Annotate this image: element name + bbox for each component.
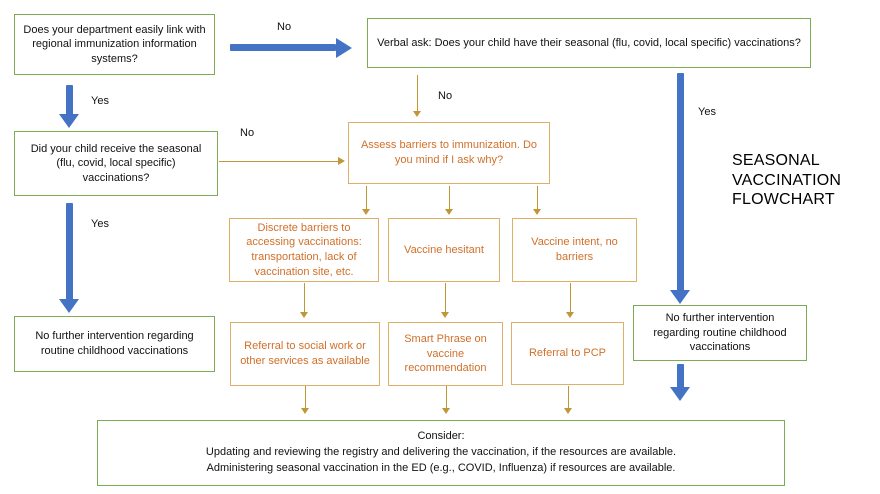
node-discrete-barriers <box>229 218 379 282</box>
node-text: Verbal ask: Does your child have their seasonal (flu, covid, local specific) vaccinations? <box>377 36 801 49</box>
connector-pcp-to-consider-line <box>568 386 569 409</box>
arrow-dept-to-child-line <box>66 85 73 115</box>
node-text: Vaccine hesitant <box>404 243 484 256</box>
connector-hesitant-to-smart-head <box>441 312 449 318</box>
arrow-dept-to-verbal-head <box>336 38 352 58</box>
connector-assess-to-discrete-head <box>362 209 370 215</box>
connector-pcp-to-consider-head <box>564 408 572 414</box>
consider-line: Administering seasonal vaccination in the ED (e.g., COVID, Influenza) if resources are available. <box>206 461 676 474</box>
edge-label-no: No <box>438 90 453 102</box>
edge-label-no: No <box>277 21 292 33</box>
node-no-further-intervention-right <box>633 305 807 361</box>
edge-label-yes: Yes <box>91 95 109 107</box>
node-assess-barriers <box>348 122 550 184</box>
arrow-no-further-to-consider-head <box>670 387 690 401</box>
connector-child-to-assess-head <box>338 157 345 165</box>
node-referral-pcp <box>511 322 624 385</box>
connector-social-to-consider-head <box>301 408 309 414</box>
arrow-child-to-no-further-head <box>59 299 79 313</box>
node-verbal-ask-question <box>367 18 811 68</box>
page-title: SEASONAL VACCINATION FLOWCHART <box>732 152 842 209</box>
connector-intent-to-pcp-head <box>566 312 574 318</box>
arrow-child-to-no-further-line <box>66 203 73 300</box>
connector-verbal-to-assess-head <box>413 111 421 117</box>
connector-assess-to-discrete-line <box>366 186 367 210</box>
node-text: Assess barriers to immunization. Do you mind if I ask why? <box>360 139 538 166</box>
connector-intent-to-pcp-line <box>570 283 571 313</box>
connector-discrete-to-social-head <box>300 312 308 318</box>
node-text: Does your department easily link with regional immunization information systems? <box>23 23 206 65</box>
connector-assess-to-intent-line <box>537 186 538 210</box>
connector-assess-to-hesitant-line <box>449 186 450 210</box>
edge-label-yes: Yes <box>698 106 716 118</box>
connector-assess-to-hesitant-head <box>445 209 453 215</box>
connector-hesitant-to-smart-line <box>445 283 446 313</box>
node-text: No further intervention regarding routine childhood vaccinations <box>35 330 194 357</box>
arrow-verbal-to-no-further-head <box>670 290 690 304</box>
connector-smart-to-consider-line <box>446 386 447 409</box>
node-vaccine-hesitant <box>388 218 500 282</box>
node-text: Referral to PCP <box>528 347 607 360</box>
connector-child-to-assess-line <box>219 161 339 162</box>
arrow-dept-to-verbal-line <box>230 44 336 51</box>
arrow-verbal-to-no-further-line <box>677 73 684 291</box>
node-consider-outcome <box>97 420 785 486</box>
node-vaccine-intent <box>512 218 637 282</box>
node-referral-social-work <box>230 322 380 386</box>
node-text: Vaccine intent, no barriers <box>531 236 618 263</box>
connector-assess-to-intent-head <box>533 209 541 215</box>
connector-discrete-to-social-line <box>304 283 305 313</box>
consider-title: Consider: <box>417 430 465 443</box>
consider-line: Updating and reviewing the registry and delivering the vaccination, if the resources are available. <box>205 446 677 459</box>
node-no-further-intervention-left <box>14 316 215 372</box>
node-child-received-question <box>14 131 218 196</box>
node-department-link-question <box>14 14 215 75</box>
node-text: No further intervention regarding routine childhood vaccinations <box>653 312 787 354</box>
edge-label-yes: Yes <box>91 218 109 230</box>
arrow-dept-to-child-head <box>59 114 79 128</box>
node-text: Discrete barriers to accessing vaccinations: transportation, lack of vaccination site, etc. <box>246 221 362 278</box>
connector-verbal-to-assess-line <box>417 75 418 112</box>
connector-smart-to-consider-head <box>442 408 450 414</box>
node-text: Did your child receive the seasonal (flu, covid, local specific) vaccinations? <box>30 142 202 184</box>
edge-label-no: No <box>240 127 255 139</box>
arrow-no-further-to-consider-line <box>677 364 684 388</box>
node-text: Referral to social work or other services as available <box>240 340 370 367</box>
connector-social-to-consider-line <box>305 386 306 409</box>
node-text: Smart Phrase on vaccine recommendation <box>404 333 487 375</box>
node-smart-phrase <box>388 322 503 386</box>
